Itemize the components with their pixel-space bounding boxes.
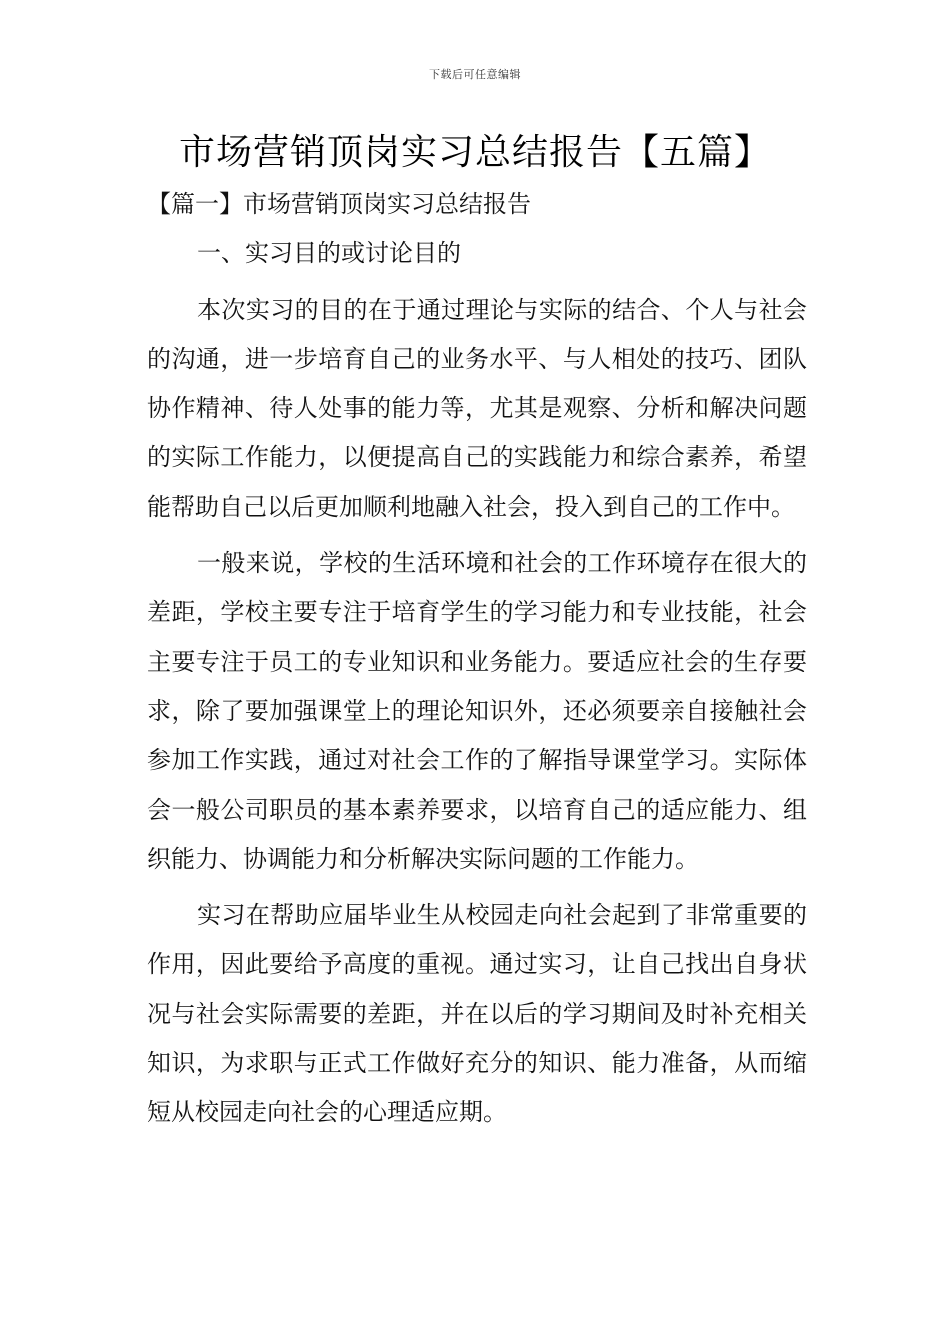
page-header-note: 下载后可任意编辑: [429, 68, 521, 81]
subheading: 一、实习目的或讨论目的: [197, 239, 461, 268]
paragraph-1: 本次实习的目的在于通过理论与实际的结合、个人与社会的沟通，进一步培育自己的业务水平、与人相处的技巧、团队协作精神、待人处事的能力等，尤其是观察、分析和解决问题的实际工作能力，以便提高自己的实践能力和综合素养，希望能帮助自己以后更加顺利地融入社会，投入到自己的工作中。: [147, 295, 807, 521]
paragraph-3: 实习在帮助应届毕业生从校园走向社会起到了非常重要的作用，因此要给予高度的重视。通过实习，让自己找出自身状况与社会实际需要的差距，并在以后的学习期间及时补充相关知识，为求职与正式工作做好充分的知识、能力准备，从而缩短从校园走向社会的心理适应期。: [147, 901, 807, 1127]
document-body: [147, 180, 807, 1145]
section-heading: 【篇一】市场营销顶岗实习总结报告: [147, 190, 531, 218]
document-title: 市场营销顶岗实习总结报告【五篇】: [178, 132, 771, 173]
paragraph-2: 一般来说，学校的生活环境和社会的工作环境存在很大的差距，学校主要专注于培育学生的学习能力和专业技能，社会主要专注于员工的专业知识和业务能力。要适应社会的生存要求，除了要加强课堂上的理论知识外，还必须要亲自接触社会参加工作实践，通过对社会工作的了解指导课堂学习。实际体会一般公司职员的基本素养要求，以培育自己的适应能力、组织能力、协调能力和分析解决实际问题的工作能力。: [147, 549, 807, 873]
